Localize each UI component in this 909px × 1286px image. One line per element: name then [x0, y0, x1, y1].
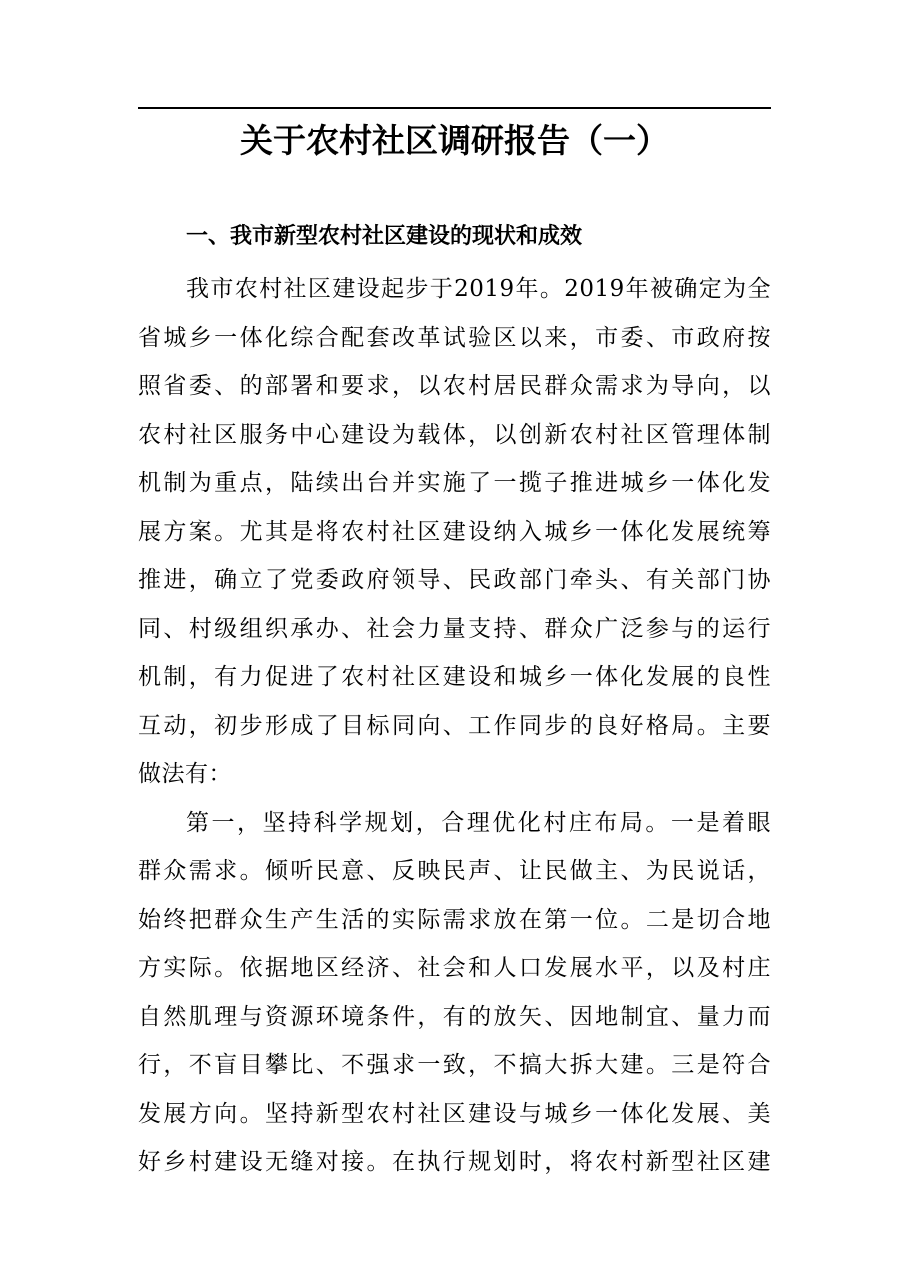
text-line: 始终把群众生产生活的实际需求放在第一位。二是切合地 — [138, 906, 771, 933]
document-title: 关于农村社区调研报告（一） — [240, 121, 669, 160]
section-heading: 一、我市新型农村社区建设的现状和成效 — [186, 224, 583, 249]
paragraph — [138, 799, 771, 1187]
text-line: 好乡村建设无缝对接。在执行规划时，将农村新型社区建 — [138, 1149, 771, 1175]
text-line: 我市农村社区建设起步于2019年。2019年被确定为全 — [186, 276, 771, 302]
text-line: 第一，坚持科学规划，合理优化村庄布局。一是着眼 — [186, 809, 771, 836]
text-line: 发展方向。坚持新型农村社区建设与城乡一体化发展、美 — [138, 1100, 771, 1127]
text-line: 机制为重点，陆续出台并实施了一揽子推进城乡一体化发 — [138, 470, 771, 496]
text-line: 行，不盲目攀比、不强求一致，不搞大拆大建。三是符合 — [138, 1052, 771, 1078]
document-body — [138, 265, 771, 1187]
text-line: 方实际。依据地区经济、社会和人口发展水平，以及村庄 — [138, 955, 771, 981]
text-line: 展方案。尤其是将农村社区建设纳入城乡一体化发展统筹 — [138, 518, 771, 545]
text-line: 自然肌理与资源环境条件，有的放矢、因地制宜、量力而 — [138, 1003, 771, 1030]
paragraph — [138, 265, 771, 799]
text-line: 群众需求。倾听民意、反映民声、让民做主、为民说话， — [138, 858, 771, 884]
text-line: 省城乡一体化综合配套改革试验区以来，市委、市政府按 — [138, 324, 771, 351]
header-rule — [138, 107, 771, 109]
text-line: 推进，确立了党委政府领导、民政部门牵头、有关部门协 — [138, 567, 771, 593]
text-line: 同、村级组织承办、社会力量支持、群众广泛参与的运行 — [138, 615, 771, 642]
text-line: 照省委、的部署和要求，以农村居民群众需求为导向，以 — [138, 373, 771, 399]
text-line: 做法有： — [138, 761, 232, 787]
text-line: 机制，有力促进了农村社区建设和城乡一体化发展的良性 — [138, 664, 771, 690]
text-line: 农村社区服务中心建设为载体，以创新农村社区管理体制 — [138, 421, 771, 448]
text-line: 互动，初步形成了目标同向、工作同步的良好格局。主要 — [138, 712, 771, 739]
